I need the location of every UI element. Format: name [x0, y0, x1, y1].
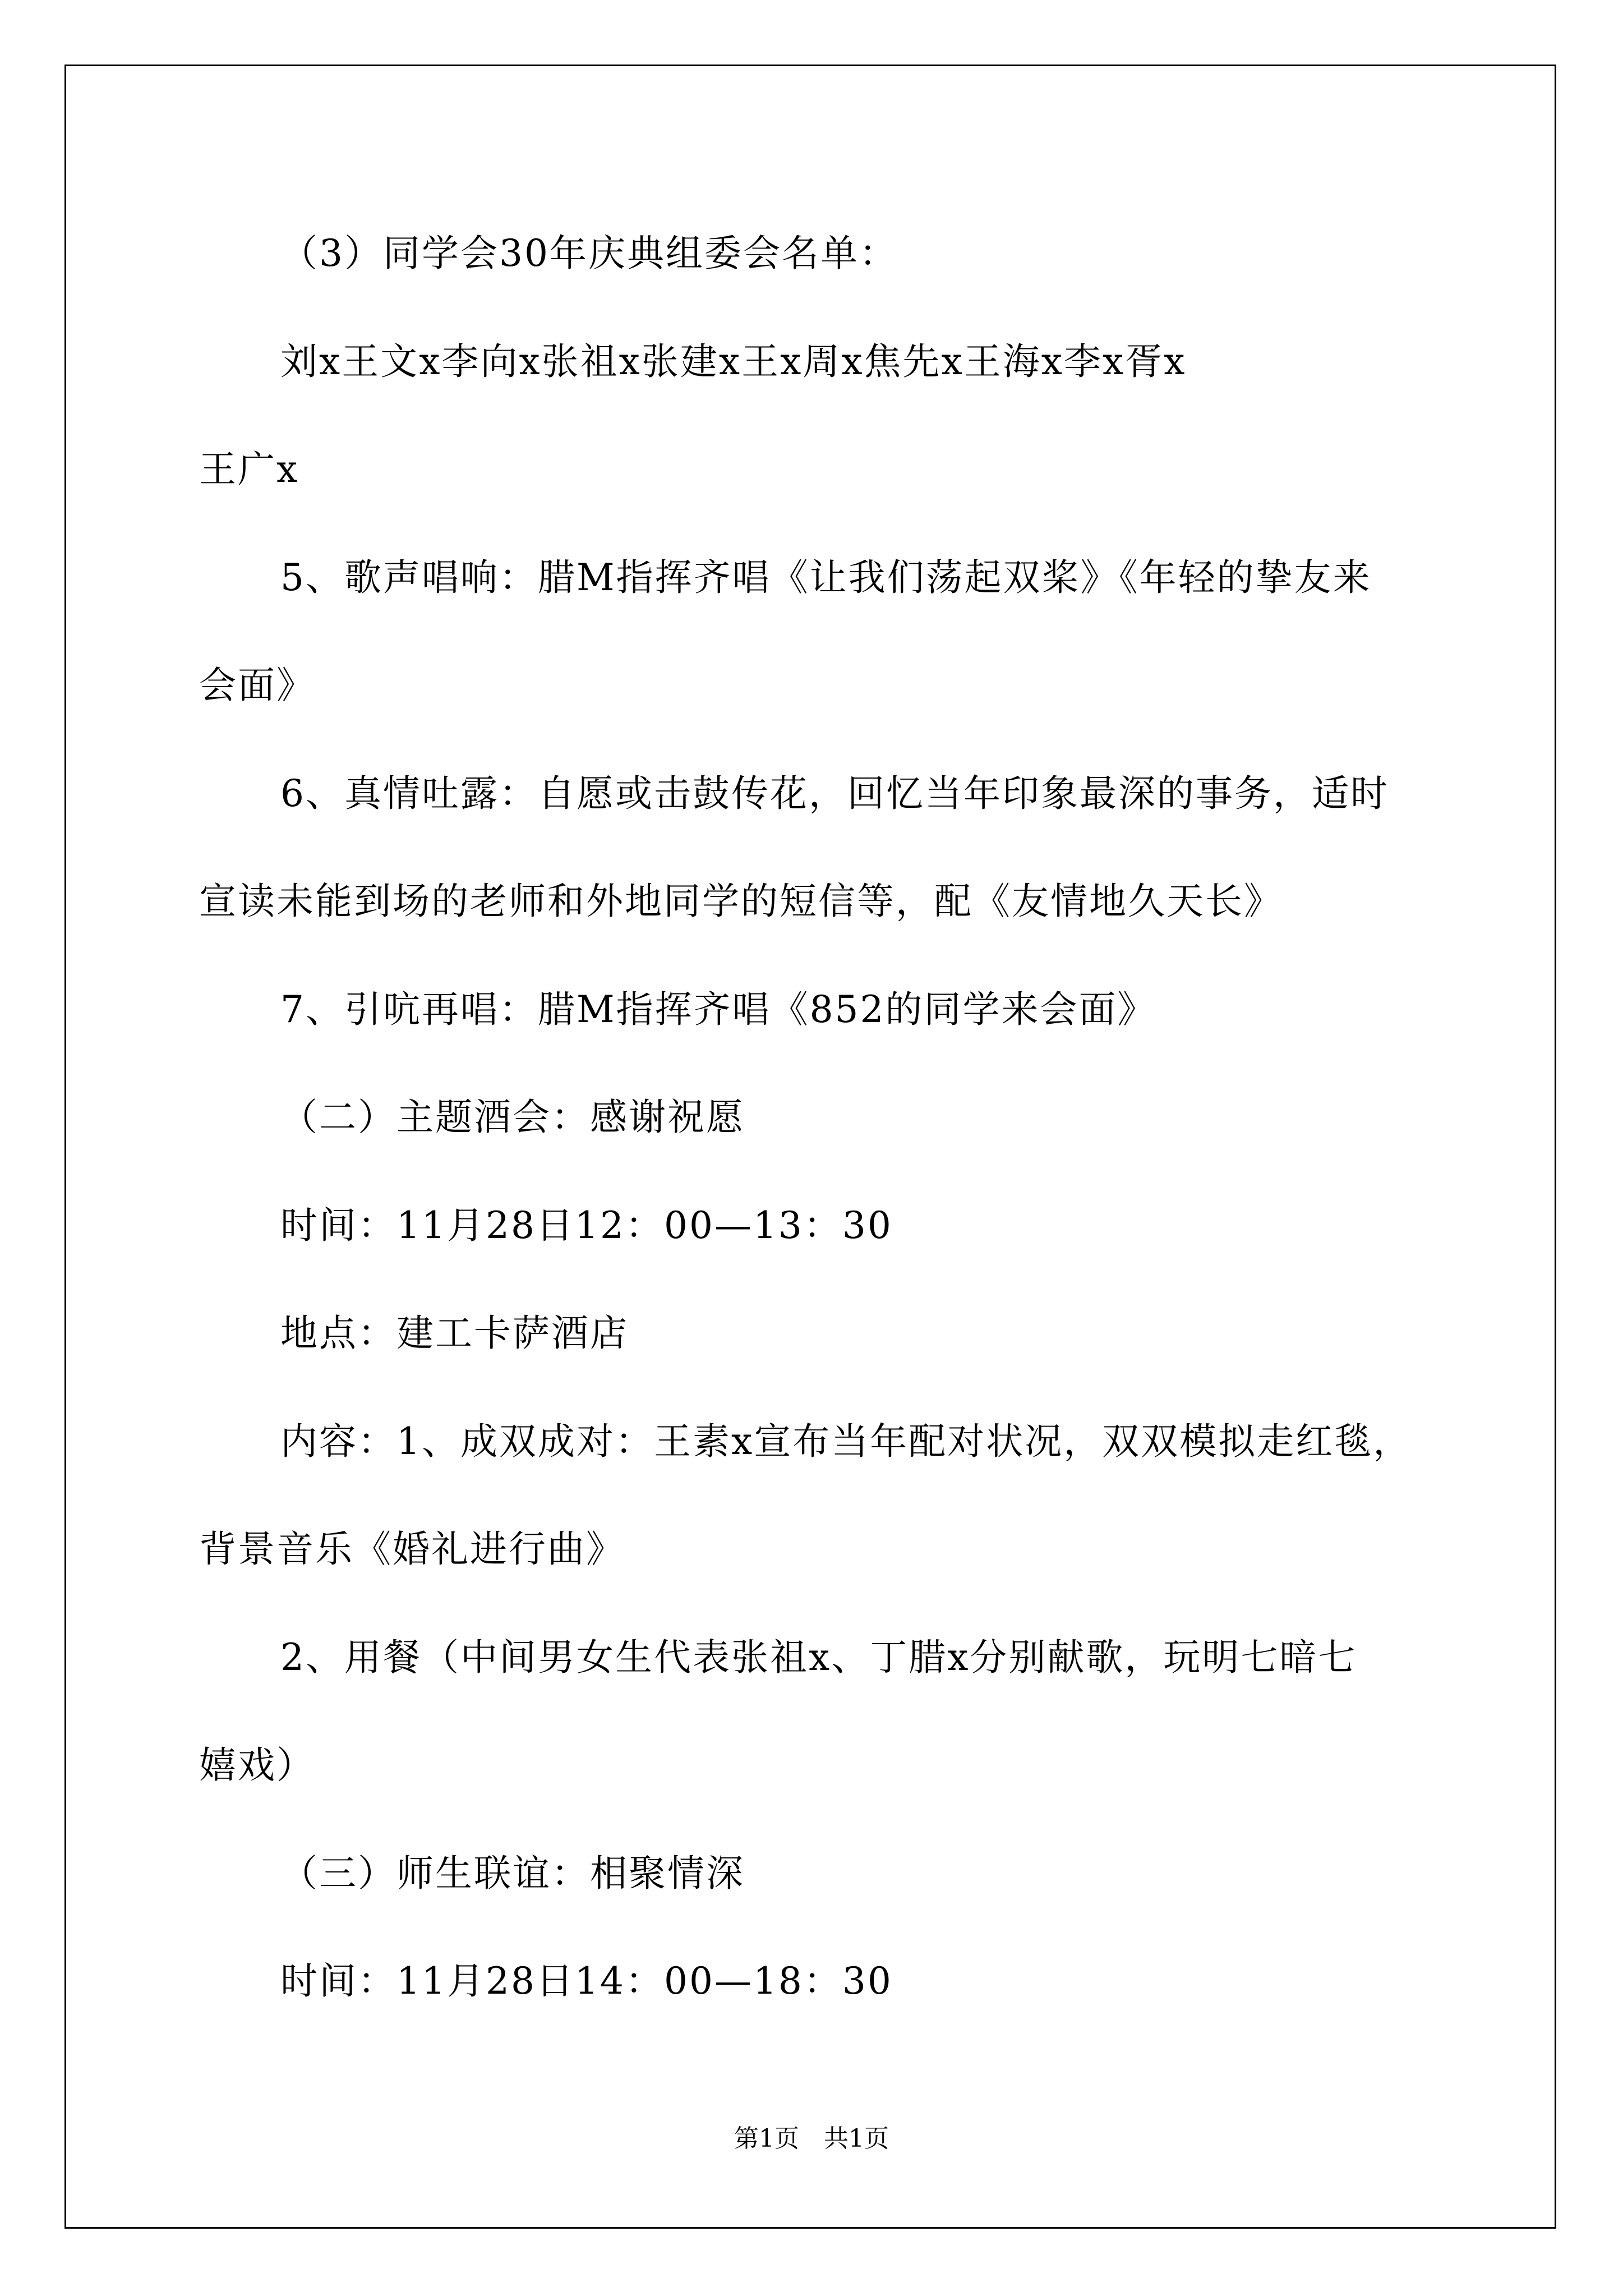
- paragraph-reception-time: 时间：11月28日12：00—13：30: [280, 1204, 893, 1247]
- section-heading-reception: （二）主题酒会：感谢祝愿: [280, 1096, 745, 1139]
- paragraph-reception-dining-cont: 嬉戏）: [199, 1743, 315, 1787]
- paragraph-committee-names-cont: 王广x: [199, 448, 299, 491]
- paragraph-committee-names: 刘x王文x李向x张祖x张建x王x周x焦先x王海x李x胥x: [280, 340, 1187, 383]
- paragraph-reception-content-cont: 背景音乐《婚礼进行曲》: [199, 1527, 625, 1571]
- paragraph-item-7: 7、引吭再唱：腊M指挥齐唱《852的同学来会面》: [280, 988, 1156, 1031]
- paragraph-reception-content: 内容：1、成双成对：王素x宣布当年配对状况，双双模拟走红毯，: [280, 1420, 1412, 1463]
- paragraph-item-5: 5、歌声唱响：腊M指挥齐唱《让我们荡起双桨》《年轻的挚友来: [280, 556, 1372, 599]
- paragraph-item-6: 6、真情吐露：自愿或击鼓传花，回忆当年印象最深的事务，适时: [280, 772, 1389, 815]
- paragraph-reception-place: 地点：建工卡萨酒店: [280, 1312, 629, 1355]
- paragraph-committee-heading: （3）同学会30年庆典组委会名单：: [280, 232, 898, 275]
- page-footer: 第1页 共1页: [734, 2124, 889, 2153]
- paragraph-item-5-cont: 会面》: [199, 664, 315, 707]
- section-heading-teacher-student: （三）师生联谊：相聚情深: [280, 1852, 745, 1895]
- paragraph-teacher-student-time: 时间：11月28日14：00—18：30: [280, 1959, 893, 2003]
- page-border: [64, 65, 1556, 2229]
- paragraph-item-6-cont: 宣读未能到场的老师和外地同学的短信等，配《友情地久天长》: [199, 880, 1283, 923]
- paragraph-reception-dining: 2、用餐（中间男女生代表张祖x、丁腊x分别献歌，玩明七暗七: [280, 1636, 1357, 1679]
